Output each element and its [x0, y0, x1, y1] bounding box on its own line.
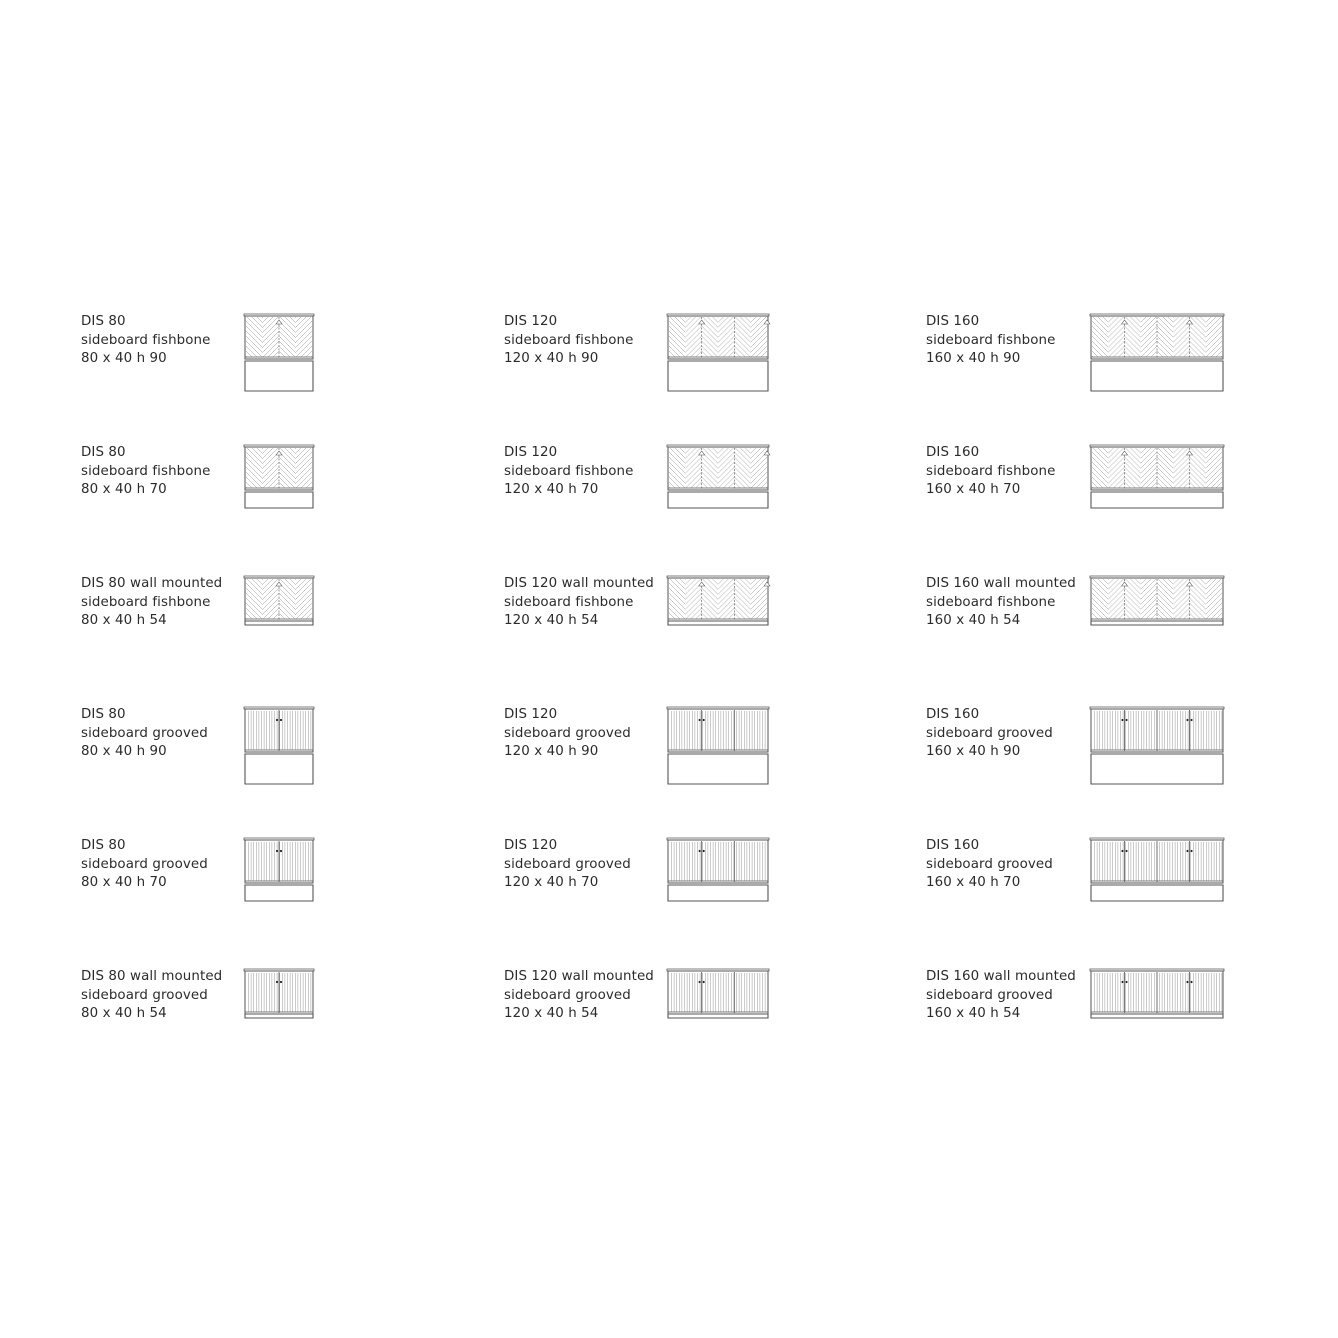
product-cell [81, 706, 315, 796]
cabinet-body [1090, 538, 1224, 664]
product-dims: 160 x 40 h 54 [926, 613, 1021, 628]
cabinet-body [667, 838, 769, 883]
product-label [81, 706, 208, 762]
cabinet-body [1090, 407, 1224, 533]
fishbone-sideboard-drawing [243, 575, 315, 659]
fishbone-sideboard-drawing [243, 313, 315, 397]
product-cell [504, 837, 770, 927]
fishbone-sideboard-drawing [666, 575, 770, 659]
product-desc: sideboard fishbone [504, 594, 634, 610]
product-model: DIS 160 [926, 707, 980, 722]
cabinet-body [244, 969, 314, 1014]
product-desc: sideboard fishbone [81, 332, 211, 348]
product-dims: 80 x 40 h 70 [81, 875, 167, 890]
product-cell [926, 706, 1225, 796]
product-model: DIS 80 [81, 314, 126, 329]
cabinet-base [1091, 492, 1223, 508]
wall-rail [1091, 1014, 1223, 1018]
fishbone-sideboard-drawing [243, 444, 315, 528]
product-model: DIS 160 [926, 314, 980, 329]
product-dims: 120 x 40 h 54 [504, 1006, 599, 1021]
product-label [504, 313, 633, 369]
product-label [504, 575, 654, 631]
fishbone-sideboard-drawing [1089, 313, 1225, 397]
cabinet-base [1091, 361, 1223, 391]
product-model: DIS 120 wall mounted [504, 576, 654, 591]
product-desc: sideboard grooved [81, 987, 208, 1003]
product-desc: sideboard fishbone [81, 463, 211, 479]
product-label [926, 968, 1076, 1024]
product-desc: sideboard grooved [926, 856, 1053, 872]
cabinet-base [668, 885, 768, 901]
product-cell [81, 575, 315, 665]
product-label [504, 968, 654, 1024]
product-dims: 160 x 40 h 70 [926, 482, 1021, 497]
cabinet-body [667, 538, 770, 664]
cabinet-body [667, 707, 769, 752]
product-desc: sideboard fishbone [926, 332, 1056, 348]
product-label [504, 444, 633, 500]
grooved-sideboard-drawing [243, 837, 315, 921]
cabinet-body [1090, 838, 1224, 883]
product-model: DIS 120 [504, 314, 558, 329]
cabinet-body [244, 538, 314, 665]
product-label [926, 313, 1055, 369]
product-cell [504, 706, 770, 796]
cabinet-base [668, 361, 768, 391]
cabinet-body [244, 707, 314, 752]
grooved-sideboard-drawing [1089, 968, 1225, 1052]
product-label [926, 575, 1076, 631]
product-desc: sideboard grooved [504, 987, 631, 1003]
product-model: DIS 160 [926, 838, 980, 853]
product-dims: 80 x 40 h 54 [81, 1006, 167, 1021]
product-cell [926, 968, 1225, 1058]
product-cell [81, 444, 315, 534]
wall-rail [668, 1014, 768, 1018]
fishbone-sideboard-drawing [666, 313, 770, 397]
product-cell [504, 575, 770, 665]
cabinet-body [667, 407, 770, 533]
fishbone-sideboard-drawing [666, 444, 770, 528]
cabinet-body [667, 969, 769, 1014]
wall-rail [245, 621, 313, 625]
product-dims: 160 x 40 h 90 [926, 351, 1021, 366]
product-dims: 120 x 40 h 90 [504, 744, 599, 759]
product-desc: sideboard fishbone [81, 594, 211, 610]
product-desc: sideboard grooved [926, 987, 1053, 1003]
product-label [81, 444, 210, 500]
product-cell [81, 313, 315, 403]
grooved-sideboard-drawing [243, 968, 315, 1052]
product-desc: sideboard grooved [504, 856, 631, 872]
product-label [81, 837, 208, 893]
product-model: DIS 80 [81, 838, 126, 853]
product-model: DIS 120 wall mounted [504, 969, 654, 984]
grooved-sideboard-drawing [666, 968, 770, 1052]
cabinet-base [668, 492, 768, 508]
fishbone-sideboard-drawing [1089, 575, 1225, 659]
product-model: DIS 160 [926, 445, 980, 460]
product-label [926, 706, 1053, 762]
product-model: DIS 120 [504, 707, 558, 722]
product-dims: 160 x 40 h 54 [926, 1006, 1021, 1021]
grooved-sideboard-drawing [666, 837, 770, 921]
product-label [81, 313, 210, 369]
product-cell [81, 968, 315, 1058]
cabinet-base [245, 754, 313, 784]
product-dims: 160 x 40 h 70 [926, 875, 1021, 890]
product-label [504, 706, 631, 762]
cabinet-body [1090, 276, 1224, 402]
product-cell [504, 968, 770, 1058]
cabinet-body [667, 276, 770, 402]
product-model: DIS 80 [81, 707, 126, 722]
product-cell [81, 837, 315, 927]
product-desc: sideboard grooved [504, 725, 631, 741]
product-cell [926, 313, 1225, 403]
product-model: DIS 160 wall mounted [926, 576, 1076, 591]
product-dims: 120 x 40 h 70 [504, 875, 599, 890]
cabinet-base [245, 885, 313, 901]
product-label [504, 837, 631, 893]
wall-rail [245, 1014, 313, 1018]
product-cell [504, 313, 770, 403]
product-desc: sideboard fishbone [504, 332, 634, 348]
product-dims: 80 x 40 h 54 [81, 613, 167, 628]
product-model: DIS 80 [81, 445, 126, 460]
product-cell [504, 444, 770, 534]
cabinet-body [244, 407, 314, 534]
product-dims: 80 x 40 h 90 [81, 744, 167, 759]
product-dims: 120 x 40 h 54 [504, 613, 599, 628]
product-desc: sideboard fishbone [926, 594, 1056, 610]
product-dims: 160 x 40 h 90 [926, 744, 1021, 759]
grooved-sideboard-drawing [1089, 706, 1225, 790]
product-dims: 120 x 40 h 90 [504, 351, 599, 366]
product-dims: 80 x 40 h 70 [81, 482, 167, 497]
cabinet-base [1091, 754, 1223, 784]
product-label [81, 968, 222, 1024]
fishbone-sideboard-drawing [1089, 444, 1225, 528]
cabinet-base [245, 361, 313, 391]
product-cell [926, 837, 1225, 927]
product-desc: sideboard grooved [81, 725, 208, 741]
product-dims: 120 x 40 h 70 [504, 482, 599, 497]
wall-rail [1091, 621, 1223, 625]
cabinet-body [1090, 707, 1224, 752]
product-desc: sideboard grooved [81, 856, 208, 872]
product-model: DIS 120 [504, 838, 558, 853]
product-cell [926, 575, 1225, 665]
product-model: DIS 120 [504, 445, 558, 460]
cabinet-body [244, 838, 314, 883]
grooved-sideboard-drawing [1089, 837, 1225, 921]
product-desc: sideboard fishbone [926, 463, 1056, 479]
product-model: DIS 80 wall mounted [81, 969, 223, 984]
cabinet-body [244, 276, 314, 403]
product-label [926, 837, 1053, 893]
product-desc: sideboard fishbone [504, 463, 634, 479]
grooved-sideboard-drawing [243, 706, 315, 790]
product-desc: sideboard grooved [926, 725, 1053, 741]
grooved-sideboard-drawing [666, 706, 770, 790]
product-cell [926, 444, 1225, 534]
product-dims: 80 x 40 h 90 [81, 351, 167, 366]
cabinet-body [1090, 969, 1224, 1014]
cabinet-base [668, 754, 768, 784]
cabinet-base [1091, 885, 1223, 901]
product-label [926, 444, 1055, 500]
wall-rail [668, 621, 768, 625]
cabinet-base [245, 492, 313, 508]
product-model: DIS 80 wall mounted [81, 576, 223, 591]
product-label [81, 575, 222, 631]
product-model: DIS 160 wall mounted [926, 969, 1076, 984]
